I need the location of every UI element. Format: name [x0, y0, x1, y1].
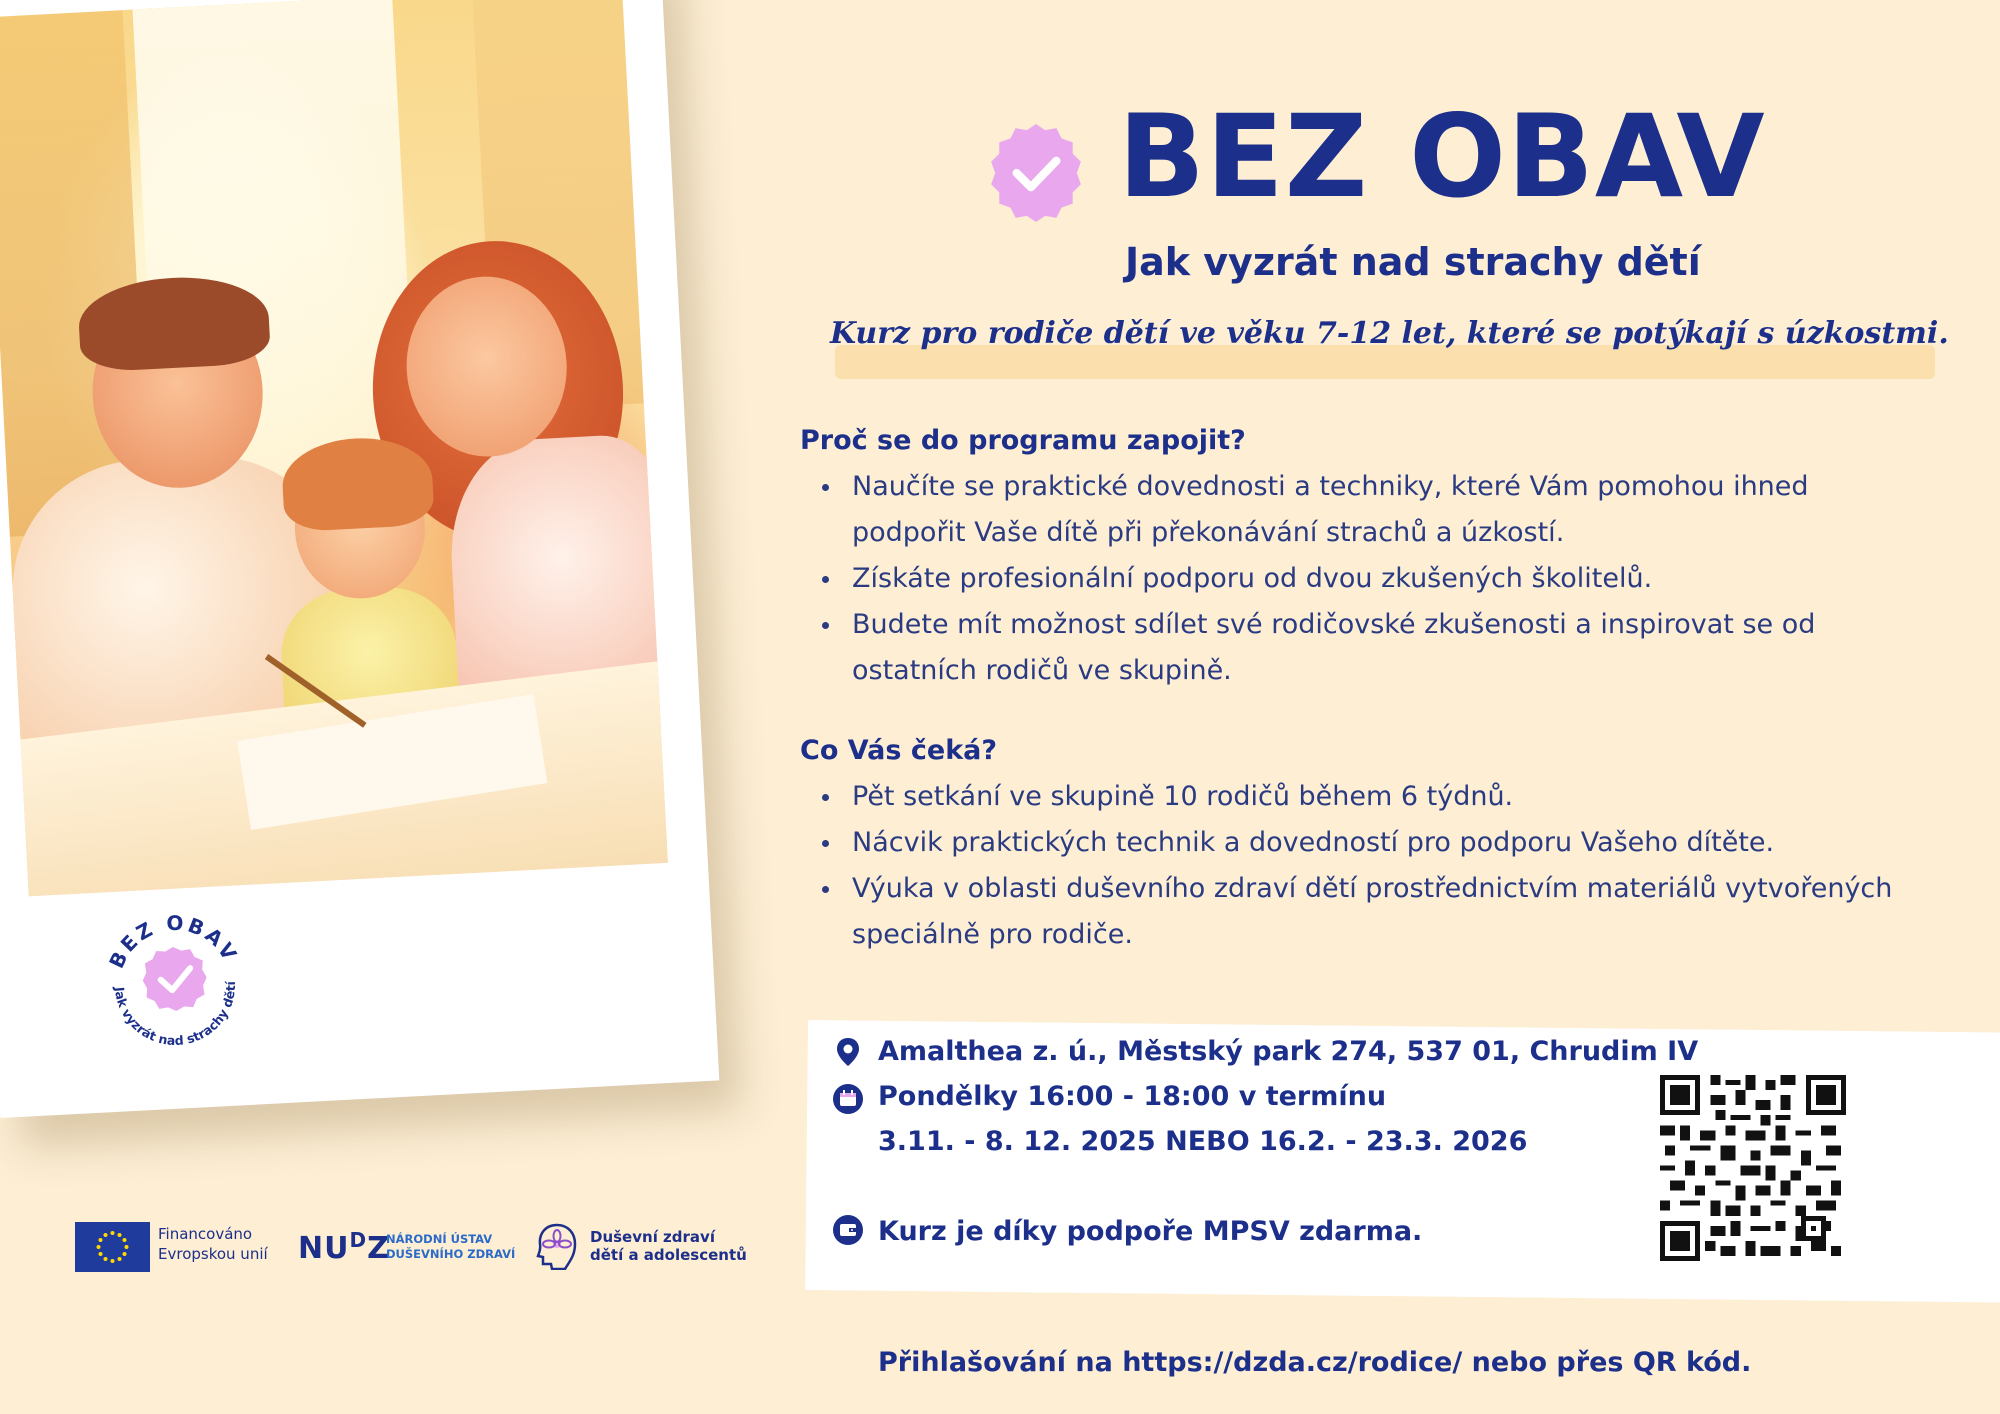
badge-check-icon: [141, 945, 208, 1012]
signup-text: Přihlašování na https://dzda.cz/rodice/ nebo přes QR kód.: [878, 1347, 1752, 1378]
badge-bottom-text: Jak vyzrát nad strachy dětí: [112, 981, 239, 1049]
list-item: Pět setkání ve skupině 10 rodičů během 6 týdnů.: [852, 774, 1950, 820]
tagline: Kurz pro rodiče dětí ve věku 7-12 let, které se potýkají s úzkostmi.: [830, 316, 1949, 351]
badge-top-text: BEZ OBAV: [104, 910, 243, 972]
expect-list: [800, 774, 1950, 958]
nudz-label: NÁRODNÍ ÚSTAV DUŠEVNÍHO ZDRAVÍ: [386, 1232, 516, 1261]
poster-subtitle: Jak vyzrát nad strachy dětí: [1125, 240, 1701, 284]
list-item: Získáte profesionální podporu od dvou zkušených školitelů.: [852, 556, 1950, 602]
bez-obav-badge: [91, 901, 259, 1069]
list-item: Výuka v oblasti duševního zdraví dětí prostřednictvím materiálů vytvořených speciálně pro rodiče.: [852, 866, 1950, 958]
calendar-icon: [832, 1083, 864, 1115]
expect-section: [800, 735, 1950, 958]
why-section: [800, 425, 1950, 694]
verified-check-icon: [985, 122, 1087, 224]
schedule-line-2: 3.11. - 8. 12. 2025 NEBO 16.2. - 23.3. 2026: [878, 1126, 1528, 1157]
qr-code[interactable]: [1660, 1075, 1846, 1261]
why-heading: Proč se do programu zapojit?: [800, 425, 1246, 456]
nudz-logo: $NU^DZ$: [298, 1228, 390, 1266]
eu-funding-label: Financováno Evropskou unií: [158, 1225, 268, 1263]
why-list: [800, 464, 1950, 694]
poster-title: BEZ OBAV: [1118, 90, 1766, 223]
expect-heading: Co Vás čeká?: [800, 735, 998, 766]
wallet-icon: [832, 1214, 864, 1246]
list-item: Naučíte se praktické dovednosti a techniky, které Vám pomohou ihned podpořit Vaše dítě při překonávání strachů a úzkostí.: [852, 464, 1950, 556]
head-flower-icon: [535, 1222, 579, 1270]
schedule-line-1: Pondělky 16:00 - 18:00 v termínu: [878, 1081, 1387, 1112]
dzda-label: Duševní zdraví dětí a adolescentů: [590, 1228, 747, 1264]
list-item: Nácvik praktických technik a dovedností pro podporu Vašeho dítěte.: [852, 820, 1950, 866]
location-pin-icon: [832, 1036, 864, 1068]
price-text: Kurz je díky podpoře MPSV zdarma.: [878, 1216, 1423, 1247]
list-item: Budete mít možnost sdílet své rodičovské zkušenosti a inspirovat se od ostatních rodičů ve skupině.: [852, 602, 1950, 694]
eu-flag-icon: [75, 1222, 150, 1272]
badge-graphic: [91, 901, 259, 1069]
address-text: Amalthea z. ú., Městský park 274, 537 01, Chrudim IV: [878, 1036, 1699, 1067]
family-illustration: [0, 0, 668, 896]
